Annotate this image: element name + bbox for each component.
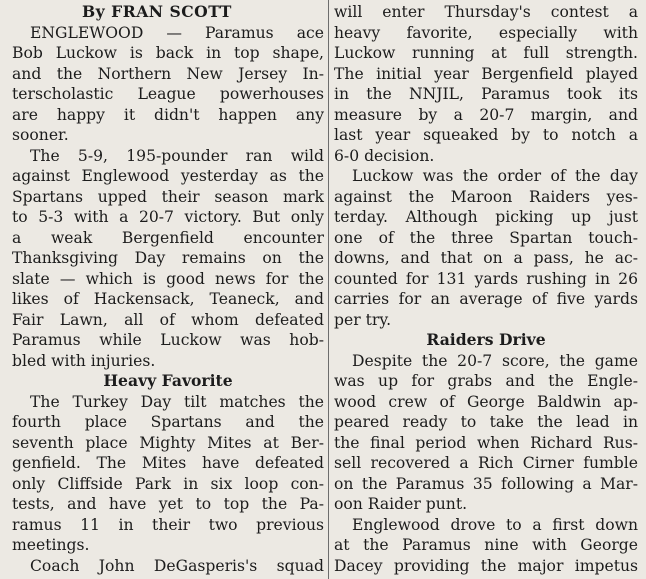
text-line: Englewood drove to a first down — [352, 515, 638, 534]
text-line: ramus 11 in their two previous — [12, 515, 324, 534]
text-line: sooner. — [12, 126, 69, 144]
text-line: sell recovered a Rich Cirner fumble — [334, 454, 638, 472]
text-line: oon Raider punt. — [334, 495, 468, 513]
text-line: against Englewood yesterday as the — [12, 167, 324, 185]
text-line: Bob Luckow is back in top shape, — [12, 44, 324, 62]
text-line: The Turkey Day tilt matches the — [30, 392, 324, 411]
text-line: peared ready to take the lead in — [334, 413, 638, 431]
text-line: carries for an average of five yards — [334, 290, 638, 308]
text-line: slate — which is good news for the — [12, 269, 324, 288]
text-line: meetings. — [12, 536, 90, 554]
text-line: Luckow running at full strength. — [334, 44, 638, 62]
text-line: terscholastic League powerhouses — [12, 85, 324, 103]
subheading: Heavy Favorite — [103, 371, 233, 390]
text-line: heavy favorite, especially with — [334, 23, 638, 42]
text-line: The initial year Bergenfield played — [334, 64, 638, 83]
text-line: the final period when Richard Rus- — [334, 433, 638, 452]
text-line: 6-0 decision. — [334, 146, 435, 165]
text-line: Despite the 20-7 score, the game — [352, 351, 638, 370]
text-line: last year squeaked by to notch a — [334, 126, 638, 144]
text-line: likes of Hackensack, Teaneck, and — [12, 290, 324, 308]
text-line: in the NNJIL, Paramus took its — [334, 85, 638, 103]
text-line: against the Maroon Raiders yes- — [334, 187, 638, 206]
text-line: genfield. The Mites have defeated — [12, 454, 324, 472]
text-line: seventh place Mighty Mites at Ber- — [12, 433, 324, 452]
text-line: Dacey providing the major impetus — [334, 556, 638, 575]
text-line: and the Northern New Jersey In- — [12, 64, 324, 83]
text-line: to 5-3 with a 20-7 victory. But only — [12, 208, 324, 226]
text-line: Luckow was the order of the day — [352, 167, 638, 185]
text-line: fourth place Spartans and the — [12, 413, 324, 431]
text-line: counted for 131 yards rushing in 26 — [334, 269, 638, 288]
text-line: wood crew of George Baldwin ap- — [334, 392, 638, 411]
column-divider — [328, 0, 329, 579]
text-line: terday. Although picking up just — [334, 208, 638, 226]
text-line: a weak Bergenfield encounter — [12, 228, 324, 247]
column-right — [334, 2, 638, 576]
text-line: one of the three Spartan touch- — [334, 228, 638, 247]
text-line: per try. — [334, 310, 392, 329]
text-line: bled with injuries. — [12, 351, 156, 370]
subheading: Raiders Drive — [426, 330, 546, 349]
text-line: downs, and that on a pass, he ac- — [334, 249, 638, 267]
text-line: Paramus while Luckow was hob- — [12, 331, 324, 349]
text-line: will enter Thursday's contest a — [334, 3, 638, 21]
column-left — [12, 2, 324, 576]
text-line: Coach John DeGasperis's squad — [30, 556, 324, 575]
text-line: tests, and have yet to top the Pa- — [12, 495, 324, 513]
text-line: are happy it didn't happen any — [12, 105, 324, 124]
text-line: Fair Lawn, all of whom defeated — [12, 310, 324, 329]
text-line: ENGLEWOOD — Paramus ace — [30, 23, 324, 42]
byline: By FRAN SCOTT — [82, 2, 232, 21]
text-line: was up for grabs and the Engle- — [334, 372, 638, 390]
text-line: only Cliffside Park in six loop con- — [12, 474, 324, 493]
text-line: measure by a 20-7 margin, and — [334, 105, 638, 124]
text-line: Thanksgiving Day remains on the — [12, 249, 324, 267]
text-line: on the Paramus 35 following a Mar- — [334, 474, 638, 493]
text-line: The 5-9, 195-pounder ran wild — [30, 146, 324, 165]
text-line: at the Paramus nine with George — [334, 536, 638, 554]
text-line: Spartans upped their season mark — [12, 187, 324, 206]
